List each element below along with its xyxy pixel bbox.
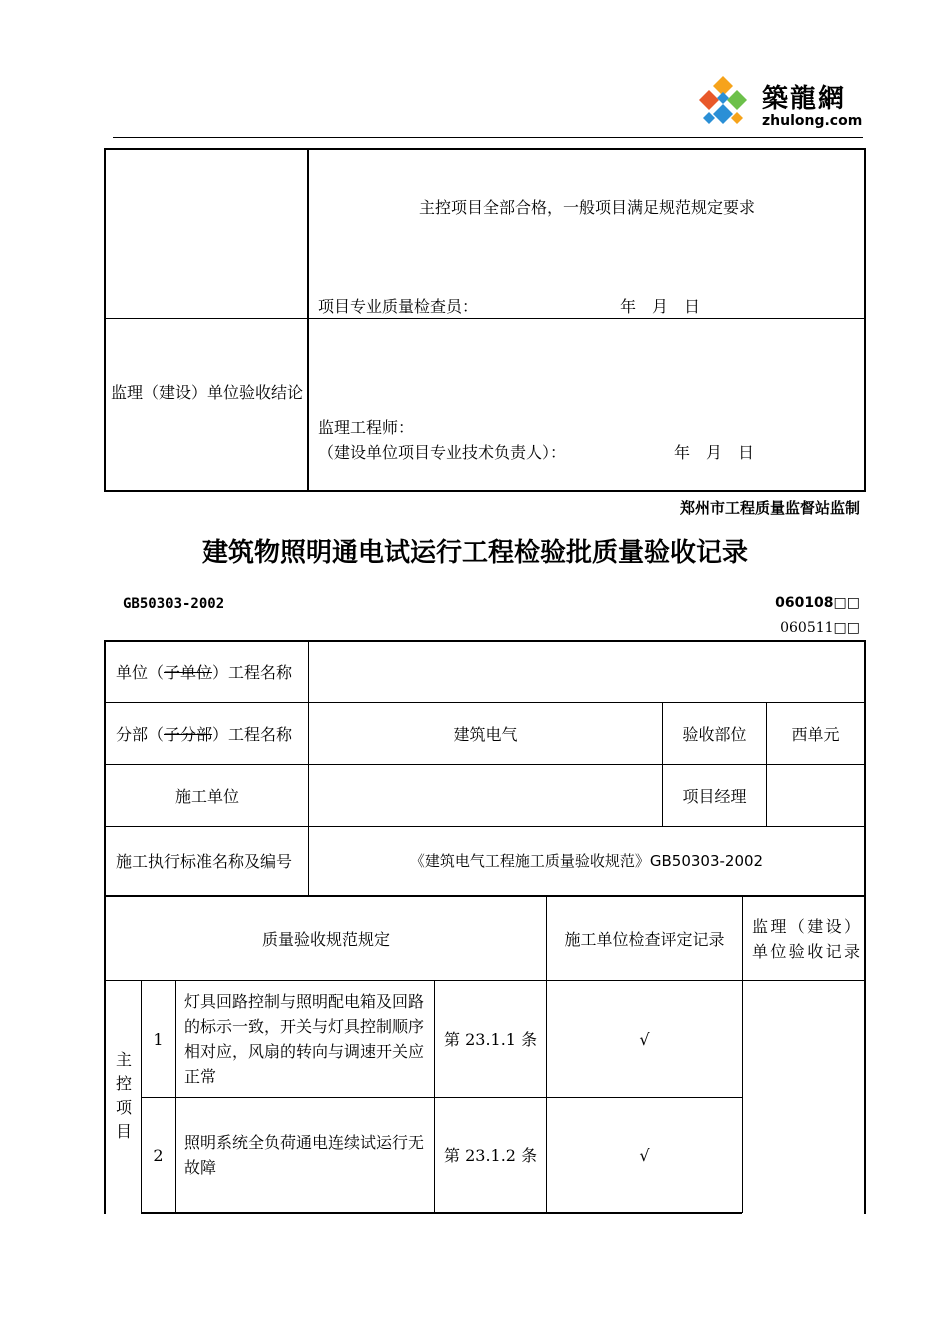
item-1-description: 灯具回路控制与照明配电箱及回路的标示一致，开关与灯具控制顺序相对应，风扇的转向与调速开关应正常 (184, 992, 425, 1086)
unit-name-label: 单位（子单位）工程名称 (116, 663, 293, 682)
item-2-check-mark: √ (639, 1146, 650, 1165)
logo-mark-icon (699, 76, 747, 124)
result-text: 主控项目全部合格，一般项目满足规范规定要求 (418, 198, 755, 217)
supervision-station: 郑州市工程质量监督站监制 (679, 499, 860, 517)
item-2-clause: 第 23.1.2 条 (444, 1146, 538, 1165)
supervisor-row-label: 监理（建设）单位验收结论 (110, 383, 303, 402)
page-title: 建筑物照明通电试运行工程检验批质量验收记录 (201, 538, 748, 568)
date-1: 年 月 日 (620, 297, 701, 316)
standard-code: GB50303-2002 (123, 596, 225, 612)
col-spec-header: 质量验收规范规定 (261, 930, 390, 949)
division-name-label: 分部（子分部）工程名称 (116, 725, 293, 744)
owner-tech-label: （建设单位项目专业技术负责人）： (318, 443, 567, 462)
inspector-label: 项目专业质量检查员： (318, 297, 479, 316)
item-2-number: 2 (153, 1146, 164, 1165)
contractor-label: 施工单位 (174, 787, 239, 806)
col-contractor-header: 施工单位检查评定记录 (564, 930, 725, 949)
logo-url: zhulong.com (762, 113, 863, 129)
standard-value: 《建筑电气工程施工质量验收规范》GB50303-2002 (409, 852, 764, 870)
form-code-2: 060511□□ (780, 620, 860, 636)
standard-label: 施工执行标准名称及编号 (116, 852, 293, 871)
acceptance-part-label: 验收部位 (682, 725, 747, 744)
header-rule (113, 137, 863, 138)
project-manager-label: 项目经理 (682, 787, 747, 806)
form-code-1: 060108□□ (775, 595, 860, 611)
acceptance-part-value: 西单元 (791, 725, 840, 744)
division-name-value: 建筑电气 (453, 725, 518, 744)
supervisor-engineer-label: 监理工程师： (318, 418, 415, 437)
date-2: 年 月 日 (674, 443, 755, 462)
col-supervisor-header: 监理（建设）单位验收记录 (752, 917, 860, 961)
main-control-group-label: 主控项目 (115, 1050, 132, 1141)
item-2-description: 照明系统全负荷通电连续试运行无故障 (184, 1133, 425, 1177)
item-1-number: 1 (153, 1030, 164, 1049)
item-1-clause: 第 23.1.1 条 (444, 1030, 538, 1049)
logo-name: 築龍網 (762, 84, 847, 114)
item-1-check-mark: √ (639, 1030, 650, 1049)
